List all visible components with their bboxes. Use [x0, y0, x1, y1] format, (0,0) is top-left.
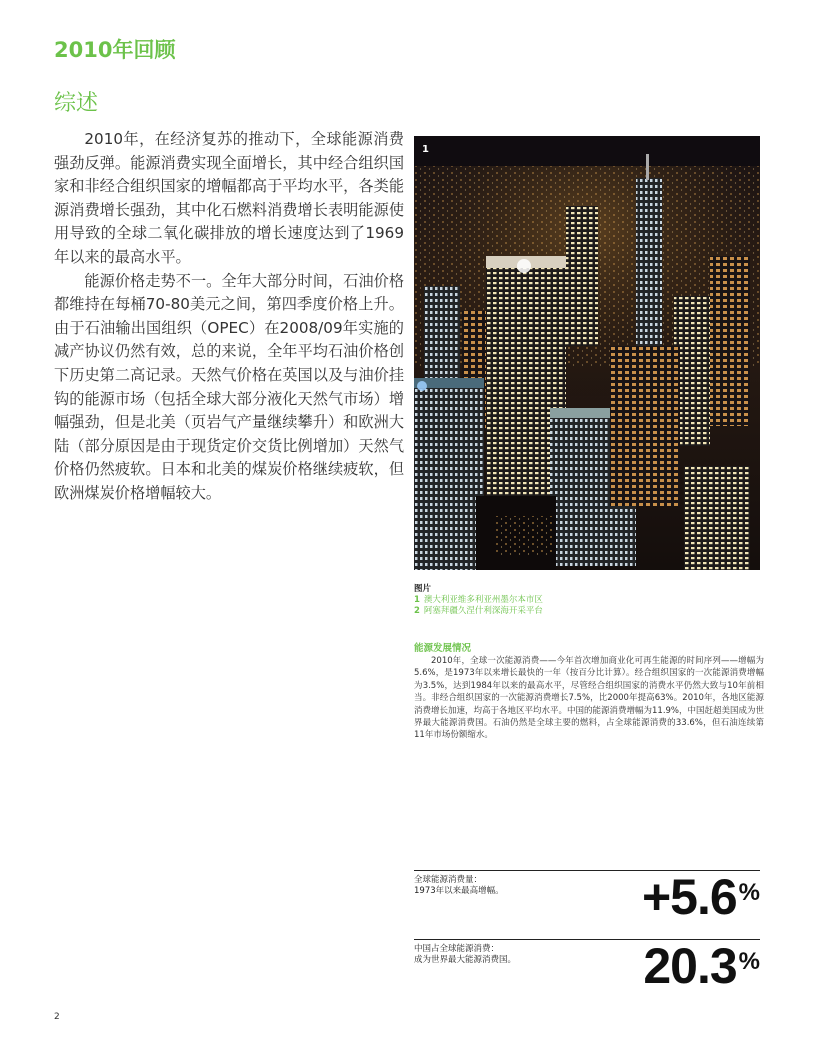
stat-value: [641, 869, 759, 925]
body-paragraph: 2010年，在经济复苏的推动下，全球能源消费强劲反弹。能源消费实现全面增长，其中经合组织国家和非经合组织国家的增幅都高于平均水平，各类能源消费增长强劲，其中化石燃料消费增长表明能源使用导致的全球二氧化碳排放的增长速度达到了1969年以来的最高水平。: [54, 130, 404, 266]
caption-item: [414, 606, 760, 617]
stat-value: [643, 938, 759, 994]
stat-number: 20.3: [643, 938, 737, 994]
photo-number-label: 1: [422, 144, 429, 155]
page-title: 2010年回顾: [54, 38, 176, 62]
caption-text: 阿塞拜疆久涅什利深海开采平台: [423, 606, 543, 616]
stat-label: [414, 944, 614, 966]
city-night-illustration: [414, 136, 760, 570]
stat-number: +5.6: [641, 869, 737, 925]
energy-development-text: [414, 655, 764, 742]
city-night-photo: [414, 136, 760, 570]
stat-label-line: 中国占全球能源消费：: [414, 944, 500, 954]
stat-label-line: 全球能源消费量：: [414, 875, 483, 885]
stat-unit: %: [738, 948, 759, 975]
energy-development-paragraph: 2010年，全球一次能源消费——今年首次增加商业化可再生能源的时间序列——增幅为5.6%，是1973年以来增长最快的一年（按百分比计算）。经合组织国家的一次能源消费增幅为3.5%，达到1984年以来的最高水平，尽管经合组织国家的消费水平仍然大致与10年前相当。非经合组织国家的一次能源消费增长7.5%，比2000年提高63%。2010年，各地区能源消费增长加速，均高于各地区平均水平。中国的能源消费增幅为11.9%，中国赶超美国成为世界最大能源消费国。石油仍然是全球主要的燃料，占全球能源消费的33.6%，但石油连续第11年市场份额缩水。: [414, 656, 765, 741]
energy-development-title: 能源发展情况: [414, 643, 472, 654]
stat-label-line: 成为世界最大能源消费国。: [414, 955, 517, 965]
main-body-text: [54, 128, 404, 506]
stat-label-line: 1973年以来最高增幅。: [414, 886, 504, 896]
stat-label: [414, 875, 614, 897]
caption-number: 1: [414, 595, 420, 605]
captions-title: 图片: [414, 584, 432, 594]
section-title: 综述: [54, 91, 99, 116]
figure-captions: [414, 584, 760, 617]
body-paragraph: 能源价格走势不一。全年大部分时间，石油价格都维持在每桶70-80美元之间，第四季度价格上升。由于石油输出国组织（OPEC）在2008/09年实施的减产协议仍然有效，总的来说，全年平均石油价格创下历史第二高记录。天然气价格在英国以及与油价挂钩的能源市场（包括全球大部分液化天然气市场）增幅强劲，但是北美（页岩气产量继续攀升）和欧洲大陆（部分原因是由于现货定价交货比例增加）天然气价格仍然疲软。日本和北美的煤炭价格继续疲软，但欧洲煤炭价格增幅较大。: [54, 271, 404, 502]
caption-text: 澳大利亚维多利亚州墨尔本市区: [423, 595, 543, 605]
page-number: 2: [54, 1012, 60, 1022]
caption-number: 2: [414, 606, 420, 616]
stat-unit: %: [738, 879, 759, 906]
caption-item: [414, 595, 760, 606]
